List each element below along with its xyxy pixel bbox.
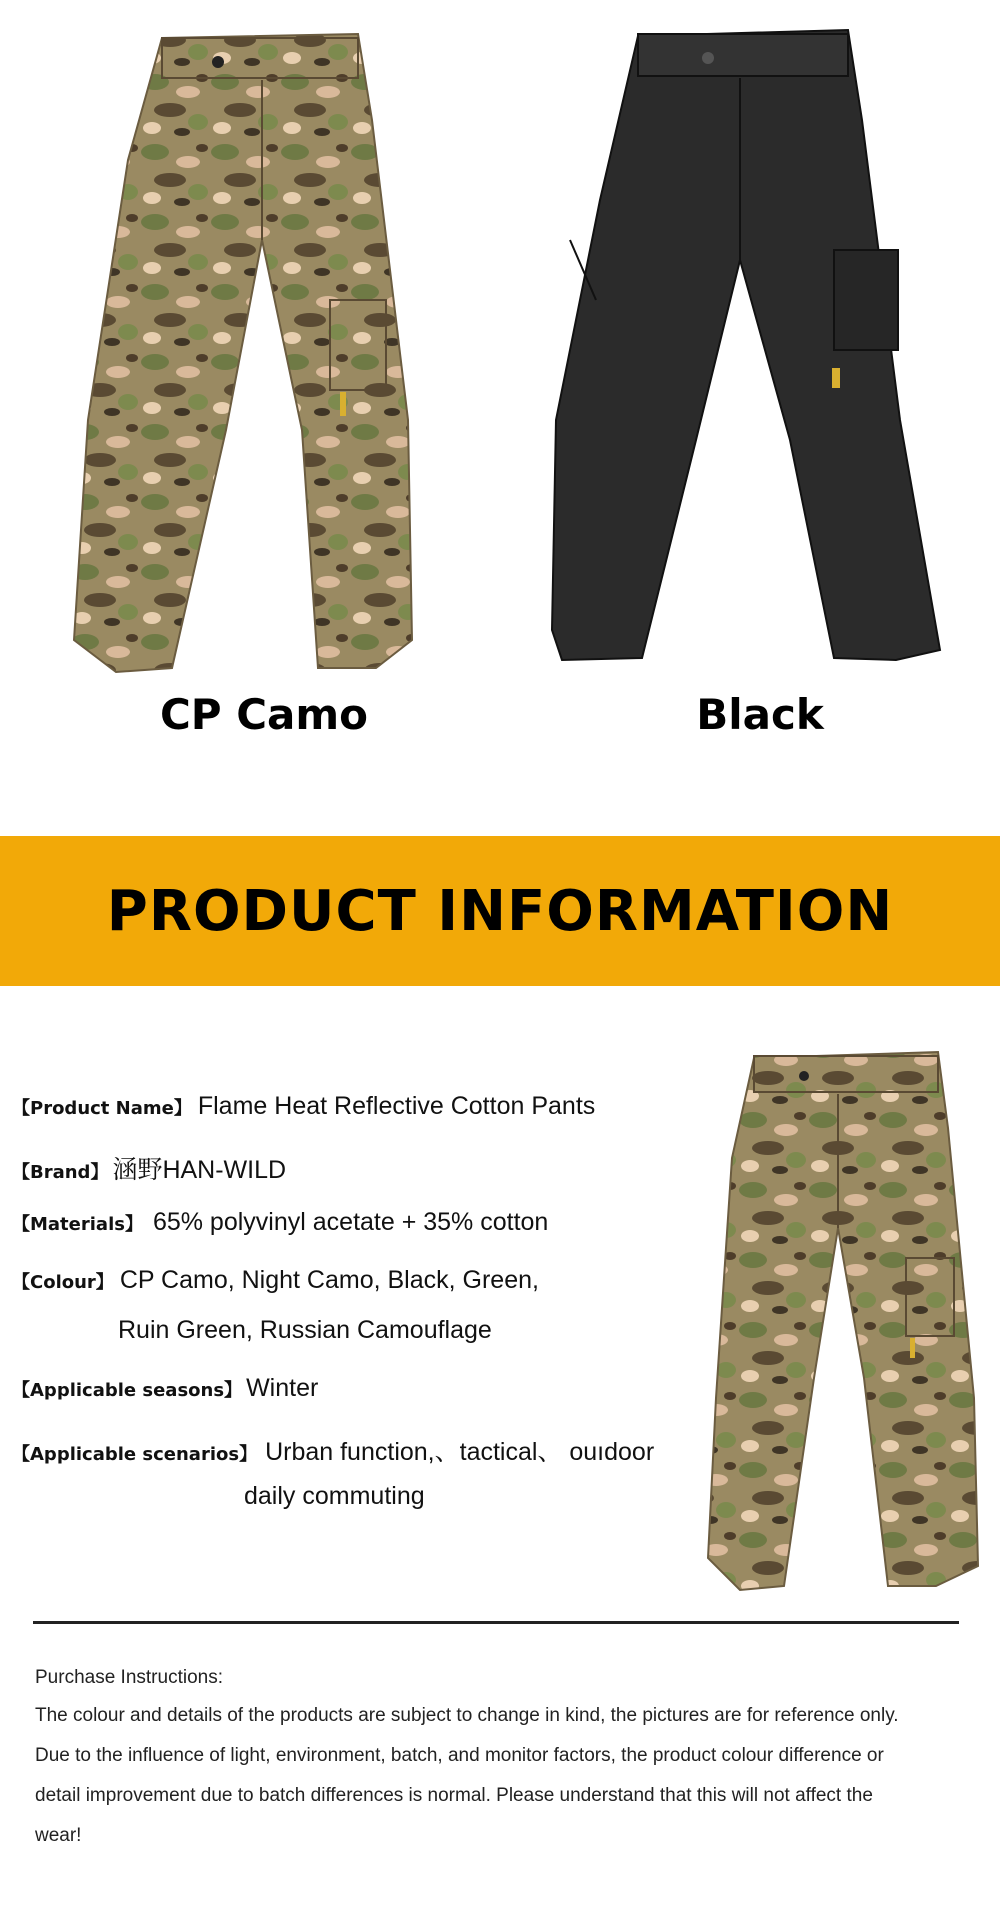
variant-black bbox=[500, 0, 1000, 760]
spec-seasons bbox=[12, 1374, 318, 1403]
spec-scenarios bbox=[12, 1432, 654, 1468]
spec-value: Winter bbox=[246, 1374, 319, 1402]
product-specifications bbox=[0, 986, 1000, 1626]
purchase-title: Purchase Instructions: bbox=[35, 1667, 223, 1688]
purchase-line: wear! bbox=[35, 1825, 82, 1846]
spec-value: Urban function,、tactical、 ouıdoor bbox=[265, 1438, 655, 1466]
spec-label: 【Brand】 bbox=[12, 1162, 109, 1183]
spec-value: 65% polyvinyl acetate + 35% cotton bbox=[152, 1208, 549, 1236]
spec-product-name bbox=[12, 1092, 595, 1121]
spec-label: 【Applicable seasons】 bbox=[12, 1380, 243, 1401]
purchase-line: The colour and details of the products are subject to change in kind, the pictures are for reference only. bbox=[35, 1705, 899, 1726]
purchase-line: detail improvement due to batch differences is normal. Please understand that this will not affect the bbox=[35, 1785, 873, 1806]
spec-colour-continued: Ruin Green, Russian Camouflage bbox=[118, 1316, 492, 1344]
black-pants-photo bbox=[500, 0, 1000, 680]
banner-title: PRODUCT INFORMATION bbox=[106, 878, 894, 944]
divider bbox=[33, 1621, 959, 1624]
spec-brand bbox=[12, 1150, 286, 1186]
spec-scenarios-continued: daily commuting bbox=[244, 1482, 425, 1510]
variant-cp-camo bbox=[0, 0, 500, 760]
spec-value: 涵野HAN-WILD bbox=[112, 1156, 287, 1184]
purchase-instructions bbox=[35, 1660, 975, 1856]
spec-label: 【Applicable scenarios】 bbox=[12, 1444, 258, 1465]
cp-camo-pants-photo bbox=[0, 0, 500, 680]
product-information-banner bbox=[0, 836, 1000, 986]
purchase-line: Due to the influence of light, environment, batch, and monitor factors, the product colour difference or bbox=[35, 1745, 884, 1766]
spec-value: Flame Heat Reflective Cotton Pants bbox=[197, 1092, 596, 1120]
product-photo bbox=[668, 1038, 988, 1598]
variant-label: Black bbox=[696, 690, 824, 739]
spec-label: 【Materials】 bbox=[12, 1214, 143, 1235]
spec-value: CP Camo, Night Camo, Black, Green, bbox=[119, 1266, 539, 1294]
color-variants bbox=[0, 0, 1000, 836]
spec-colour bbox=[12, 1266, 539, 1295]
spec-label: 【Product Name】 bbox=[12, 1098, 192, 1119]
spec-materials bbox=[12, 1208, 548, 1237]
variant-label: CP Camo bbox=[159, 690, 368, 739]
spec-label: 【Colour】 bbox=[12, 1272, 114, 1293]
